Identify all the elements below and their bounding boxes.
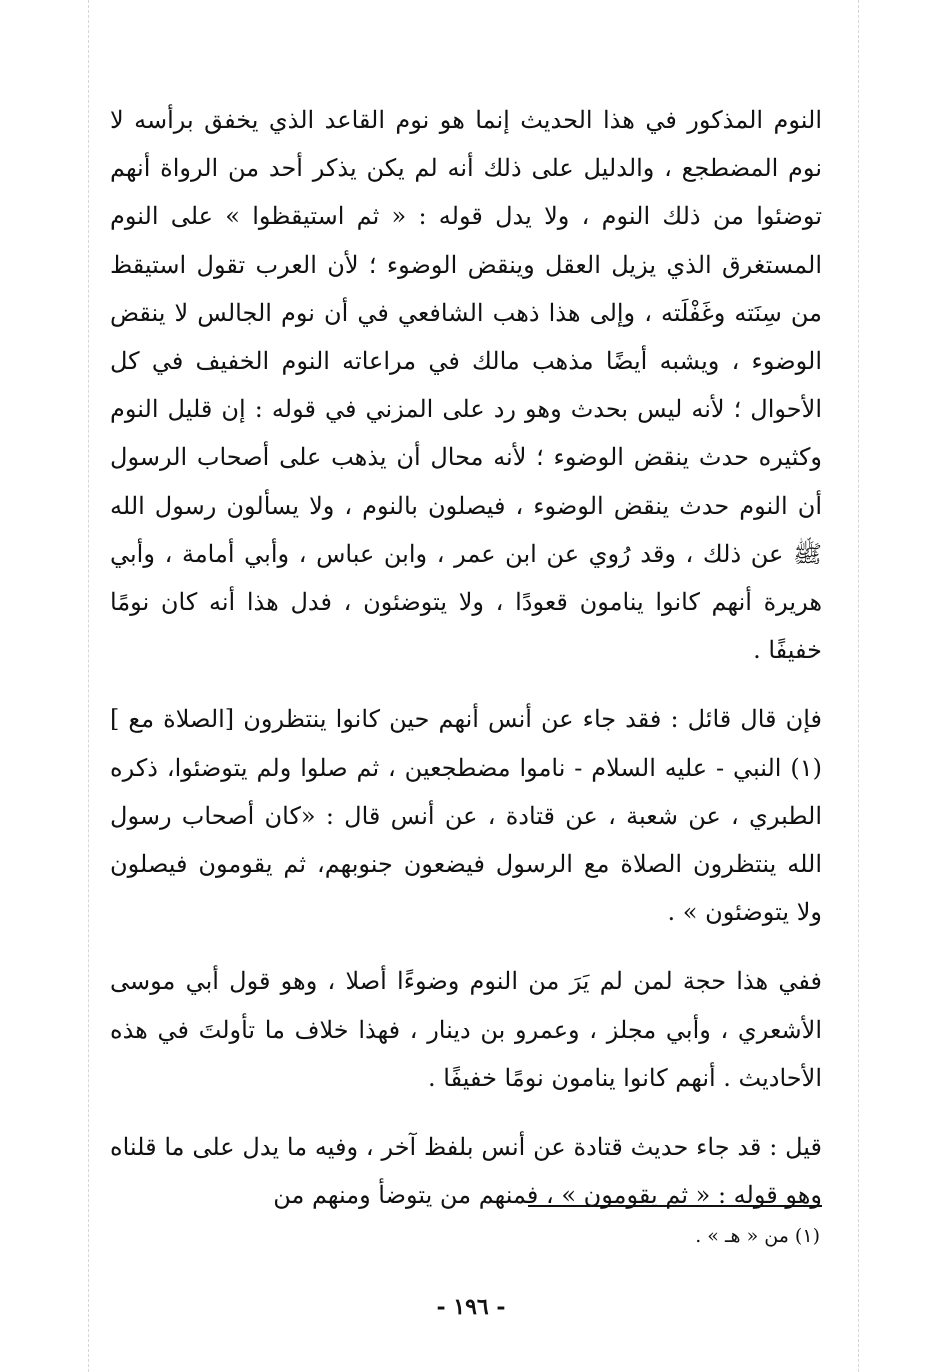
footnote-divider xyxy=(528,1205,822,1207)
page-number: - ١٩٦ - xyxy=(436,1294,506,1320)
page-scan-edge-left xyxy=(88,0,89,1372)
footnote: (١) من « هـ » . xyxy=(695,1225,820,1247)
paragraph-objection-anas: فإن قال قائل : فقد جاء عن أنس أنهم حين كانوا ينتظرون [الصلاة مع ] (١) النبي - عليه السلام - ناموا مضطجعين ، ثم صلوا ولم يتوضئوا، ذكره الطبري ، عن شعبة ، عن قتادة ، عن أنس قال : «كان أصحاب رسول الله ينتظرون الصلاة مع الرسول فيضعون جنوبهم، ثم يقومون فيصلون ولا يتوضئون » . xyxy=(110,705,822,927)
paragraph-reply: قيل : قد جاء حديث قتادة عن أنس بلفظ آخر ، وفيه ما يدل على ما قلناه وهو قوله : « ثم يقومون » ، فمنهم من يتوضأ ومنهم من xyxy=(110,1133,822,1210)
page-scan-edge-right xyxy=(858,0,859,1372)
main-text-block xyxy=(110,96,822,1219)
paragraph-argument: ففي هذا حجة لمن لم يَرَ من النوم وضوءًا أصلا ، وهو قول أبي موسى الأشعري ، وأبي مجلز ، وعمرو بن دينار ، فهذا خلاف ما تأولتَ في هذه الأحاديث . أنهم كانوا ينامون نومًا خفيفًا . xyxy=(110,967,822,1092)
paragraph-sleep-discussion: النوم المذكور في هذا الحديث إنما هو نوم القاعد الذي يخفق برأسه لا نوم المضطجع ، والدليل على ذلك أنه لم يكن يذكر أحد من الرواة أنهم توضئوا من ذلك النوم ، ولا يدل قوله : « ثم استيقظوا » على النوم المستغرق الذي يزيل العقل وينقض الوضوء ؛ لأن العرب تقول استيقظ من سِنَته وغَفْلَته ، وإلى هذا ذهب الشافعي في أن نوم الجالس لا ينقض الوضوء ، ويشبه أيضًا مذهب مالك في مراعاته النوم الخفيف في كل الأحوال ؛ لأنه ليس بحدث وهو رد على المزني في قوله : إن قليل النوم وكثيره حدث ينقض الوضوء ؛ لأنه محال أن يذهب على أصحاب الرسول أن النوم حدث ينقض الوضوء ، فيصلون بالنوم ، ولا يسألون رسول الله ﷺ عن ذلك ، وقد رُوي عن ابن عمر ، وابن عباس ، وأبي أمامة ، وأبي هريرة أنهم كانوا ينامون قعودًا ، ولا يتوضئون ، فدل هذا أنه كان نومًا خفيفًا . xyxy=(110,106,823,665)
